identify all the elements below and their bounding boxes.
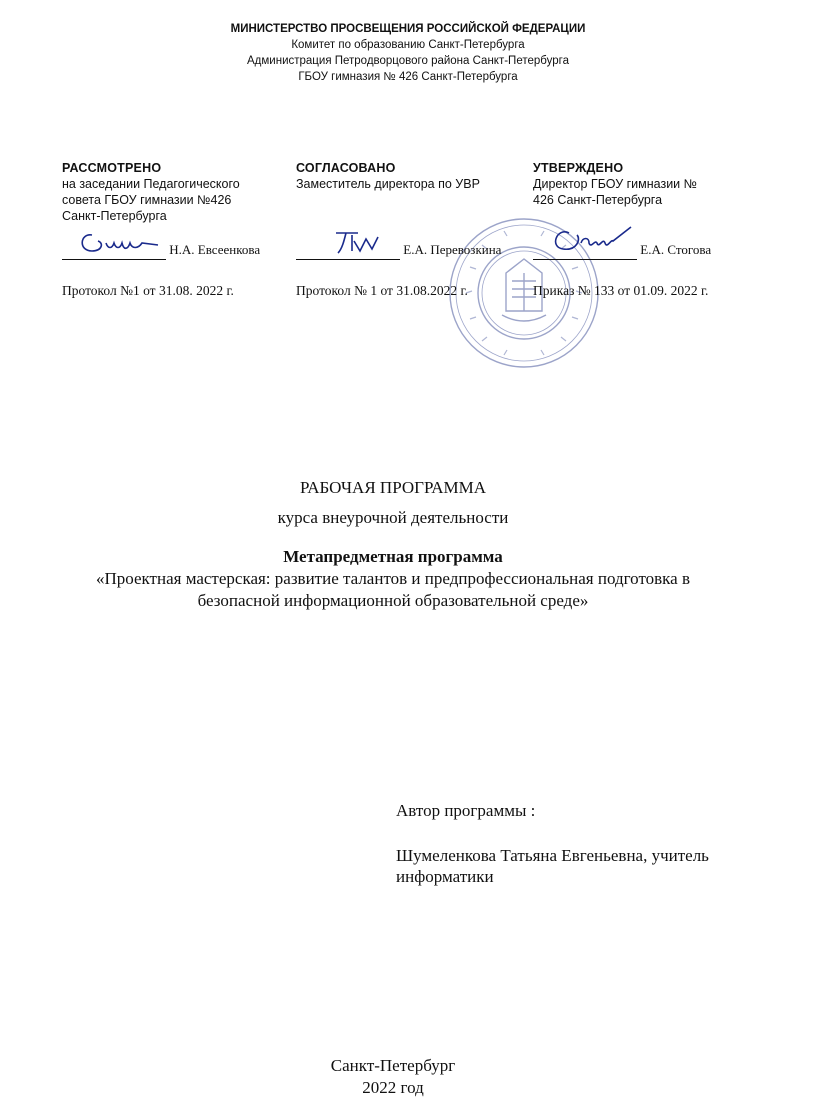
signer-name: Е.А. Стогова bbox=[640, 242, 712, 257]
approval-desc-line: Заместитель директора по УВР bbox=[296, 177, 480, 191]
author-name: Шумеленкова Татьяна Евгеньевна, учитель информатики bbox=[396, 846, 709, 886]
signature-row-approved bbox=[533, 240, 711, 260]
approval-desc-line: Директор ГБОУ гимназии № bbox=[533, 177, 698, 191]
approval-title: СОГЛАСОВАНО bbox=[296, 161, 396, 175]
program-name-line: «Проектная мастерская: развитие талантов и предпрофессиональная подготовка в bbox=[95, 569, 690, 588]
signature-row-agreed bbox=[296, 240, 501, 260]
program-name-line: безопасной информационной образовательной среде» bbox=[197, 591, 589, 610]
protocol-agreed: Протокол № 1 от 31.08.2022 г. bbox=[296, 283, 468, 298]
approval-approved bbox=[533, 160, 773, 208]
approval-title: РАССМОТРЕНО bbox=[62, 161, 162, 175]
approval-agreed bbox=[296, 160, 526, 192]
signature-line bbox=[62, 241, 166, 260]
header-committee: Комитет по образованию Санкт-Петербурга bbox=[291, 39, 525, 51]
approval-desc-line: на заседании Педагогического bbox=[62, 177, 240, 191]
approval-desc-line: 426 Санкт-Петербурга bbox=[533, 193, 663, 207]
header-administration: Администрация Петродворцового района Санкт-Петербурга bbox=[247, 55, 569, 67]
author-label: Автор программы : bbox=[396, 801, 536, 820]
signature-icon bbox=[533, 225, 637, 259]
order-approved: Приказ № 133 от 01.09. 2022 г. bbox=[533, 283, 709, 298]
header-ministry: МИНИСТЕРСТВО ПРОСВЕЩЕНИЯ РОССИЙСКОЙ ФЕДЕРАЦИИ bbox=[230, 23, 586, 35]
footer-year: 2022 год bbox=[362, 1078, 424, 1097]
signature-icon bbox=[296, 229, 400, 259]
signer-name: Н.А. Евсеенкова bbox=[169, 242, 261, 257]
signature-line bbox=[296, 241, 400, 260]
signature-row-reviewed bbox=[62, 240, 260, 260]
document-type: РАБОЧАЯ ПРОГРАММА bbox=[299, 478, 487, 497]
footer-city: Санкт-Петербург bbox=[330, 1056, 456, 1075]
signature-icon bbox=[62, 229, 166, 259]
program-title: Метапредметная программа bbox=[283, 547, 503, 566]
signer-name: Е.А. Перевозкина bbox=[403, 242, 502, 257]
approval-desc-line: Санкт-Петербурга bbox=[62, 209, 167, 223]
approval-desc-line: совета ГБОУ гимназии №426 bbox=[62, 193, 232, 207]
signature-line bbox=[533, 241, 637, 260]
header-school: ГБОУ гимназия № 426 Санкт-Петербурга bbox=[298, 71, 518, 83]
course-type: курса внеурочной деятельности bbox=[277, 508, 509, 527]
approval-reviewed bbox=[62, 160, 282, 224]
protocol-reviewed: Протокол №1 от 31.08. 2022 г. bbox=[62, 283, 234, 298]
approval-title: УТВЕРЖДЕНО bbox=[533, 161, 624, 175]
